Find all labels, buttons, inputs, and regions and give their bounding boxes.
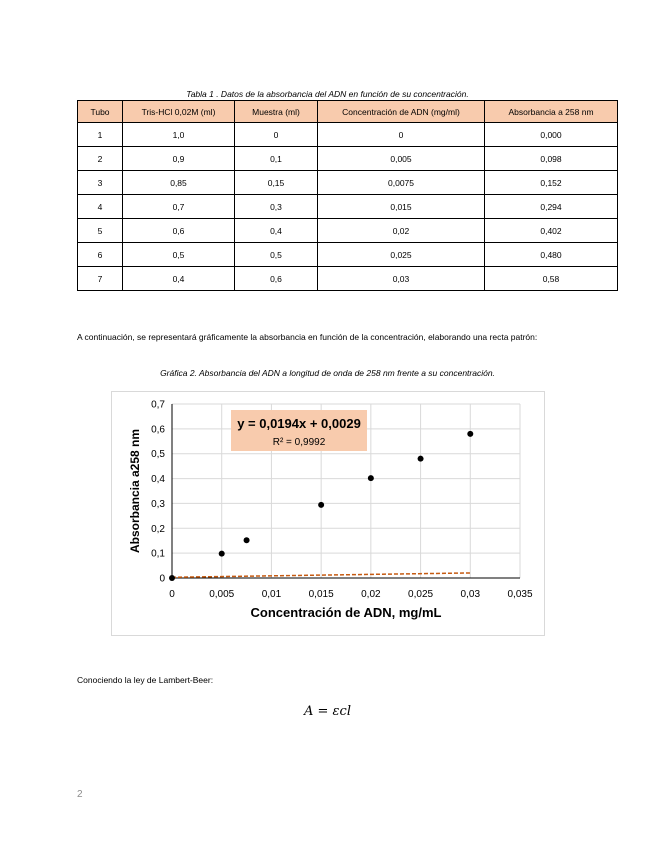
cell-absorbancia: 0,000	[485, 123, 618, 147]
cell-tubo: 4	[78, 195, 123, 219]
cell-tris: 0,85	[123, 171, 235, 195]
cell-concentracion: 0,03	[318, 267, 485, 291]
cell-tubo: 1	[78, 123, 123, 147]
y-tick-label: 0	[159, 573, 165, 585]
cell-muestra: 0,6	[235, 267, 318, 291]
table-header-row	[78, 101, 618, 123]
table-row	[78, 219, 618, 243]
data-point	[219, 551, 225, 557]
cell-concentracion: 0,02	[318, 219, 485, 243]
x-tick-label: 0,02	[361, 589, 381, 600]
r-squared-label: R² = 0,9992	[272, 437, 326, 448]
data-point	[418, 456, 424, 462]
data-point	[467, 431, 473, 437]
chart-caption: Gráfica 2. Absorbancia del ADN a longitud de onda de 258 nm frente a su concentración.	[160, 368, 495, 378]
trendline-equation-box	[231, 410, 367, 451]
cell-tubo: 3	[78, 171, 123, 195]
x-axis-label: Concentración de ADN, mg/mL	[250, 605, 442, 620]
cell-tris: 0,7	[123, 195, 235, 219]
header-muestra: Muestra (ml)	[235, 101, 318, 123]
cell-absorbancia: 0,294	[485, 195, 618, 219]
x-tick-label: 0	[169, 589, 175, 600]
cell-tris: 1,0	[123, 123, 235, 147]
header-concentracion: Concentración de ADN (mg/ml)	[318, 101, 485, 123]
y-tick-label: 0,4	[151, 474, 165, 486]
cell-concentracion: 0,025	[318, 243, 485, 267]
cell-absorbancia: 0,58	[485, 267, 618, 291]
table-row	[78, 147, 618, 171]
x-tick-label: 0,025	[408, 589, 434, 600]
cell-muestra: 0	[235, 123, 318, 147]
absorbance-table	[77, 100, 618, 291]
x-tick-label: 0,035	[507, 589, 533, 600]
data-point	[244, 537, 250, 543]
cell-tubo: 6	[78, 243, 123, 267]
page-number: 2	[77, 789, 83, 800]
cell-absorbancia: 0,098	[485, 147, 618, 171]
cell-muestra: 0,4	[235, 219, 318, 243]
cell-concentracion: 0,005	[318, 147, 485, 171]
x-tick-label: 0,005	[209, 589, 235, 600]
y-tick-label: 0,7	[151, 399, 165, 411]
cell-concentracion: 0	[318, 123, 485, 147]
cell-tubo: 7	[78, 267, 123, 291]
cell-absorbancia: 0,480	[485, 243, 618, 267]
table-row	[78, 195, 618, 219]
table-row	[78, 243, 618, 267]
cell-tris: 0,4	[123, 267, 235, 291]
cell-muestra: 0,1	[235, 147, 318, 171]
trendline-equation: y = 0,0194x + 0,0029	[237, 416, 361, 431]
scatter-chart	[112, 392, 544, 635]
cell-absorbancia: 0,402	[485, 219, 618, 243]
cell-muestra: 0,5	[235, 243, 318, 267]
cell-tris: 0,6	[123, 219, 235, 243]
table-row	[78, 123, 618, 147]
cell-tubo: 2	[78, 147, 123, 171]
lambert-beer-formula: A = εcl	[304, 704, 351, 719]
cell-tris: 0,5	[123, 243, 235, 267]
header-tris: Tris-HCl 0,02M (ml)	[123, 101, 235, 123]
cell-tris: 0,9	[123, 147, 235, 171]
cell-muestra: 0,3	[235, 195, 318, 219]
data-point	[368, 475, 374, 481]
lambert-beer-text: Conociendo la ley de Lambert-Beer:	[77, 675, 214, 685]
intro-paragraph: A continuación, se representará gráficamente la absorbancia en función de la concentración, elaborando una recta patrón:	[77, 332, 538, 342]
x-tick-label: 0,03	[460, 589, 481, 600]
chart-container	[111, 391, 545, 636]
table-row	[78, 267, 618, 291]
cell-concentracion: 0,015	[318, 195, 485, 219]
x-tick-label: 0,01	[261, 589, 282, 600]
y-tick-label: 0,3	[151, 498, 165, 510]
cell-muestra: 0,15	[235, 171, 318, 195]
header-absorbancia: Absorbancia a 258 nm	[485, 101, 618, 123]
table-caption: Tabla 1 . Datos de la absorbancia del ADN en función de su concentración.	[186, 89, 469, 99]
y-axis-label: Absorbancia a258 nm	[128, 428, 142, 554]
y-tick-label: 0,6	[151, 424, 165, 436]
table-row	[78, 171, 618, 195]
cell-concentracion: 0,0075	[318, 171, 485, 195]
data-point	[169, 575, 175, 581]
y-tick-label: 0,5	[151, 449, 165, 461]
x-tick-label: 0,015	[308, 589, 334, 600]
data-point	[318, 502, 324, 508]
y-tick-label: 0,1	[151, 548, 165, 560]
cell-absorbancia: 0,152	[485, 171, 618, 195]
header-tubo: Tubo	[78, 101, 123, 123]
cell-tubo: 5	[78, 219, 123, 243]
y-tick-label: 0,2	[151, 523, 165, 535]
